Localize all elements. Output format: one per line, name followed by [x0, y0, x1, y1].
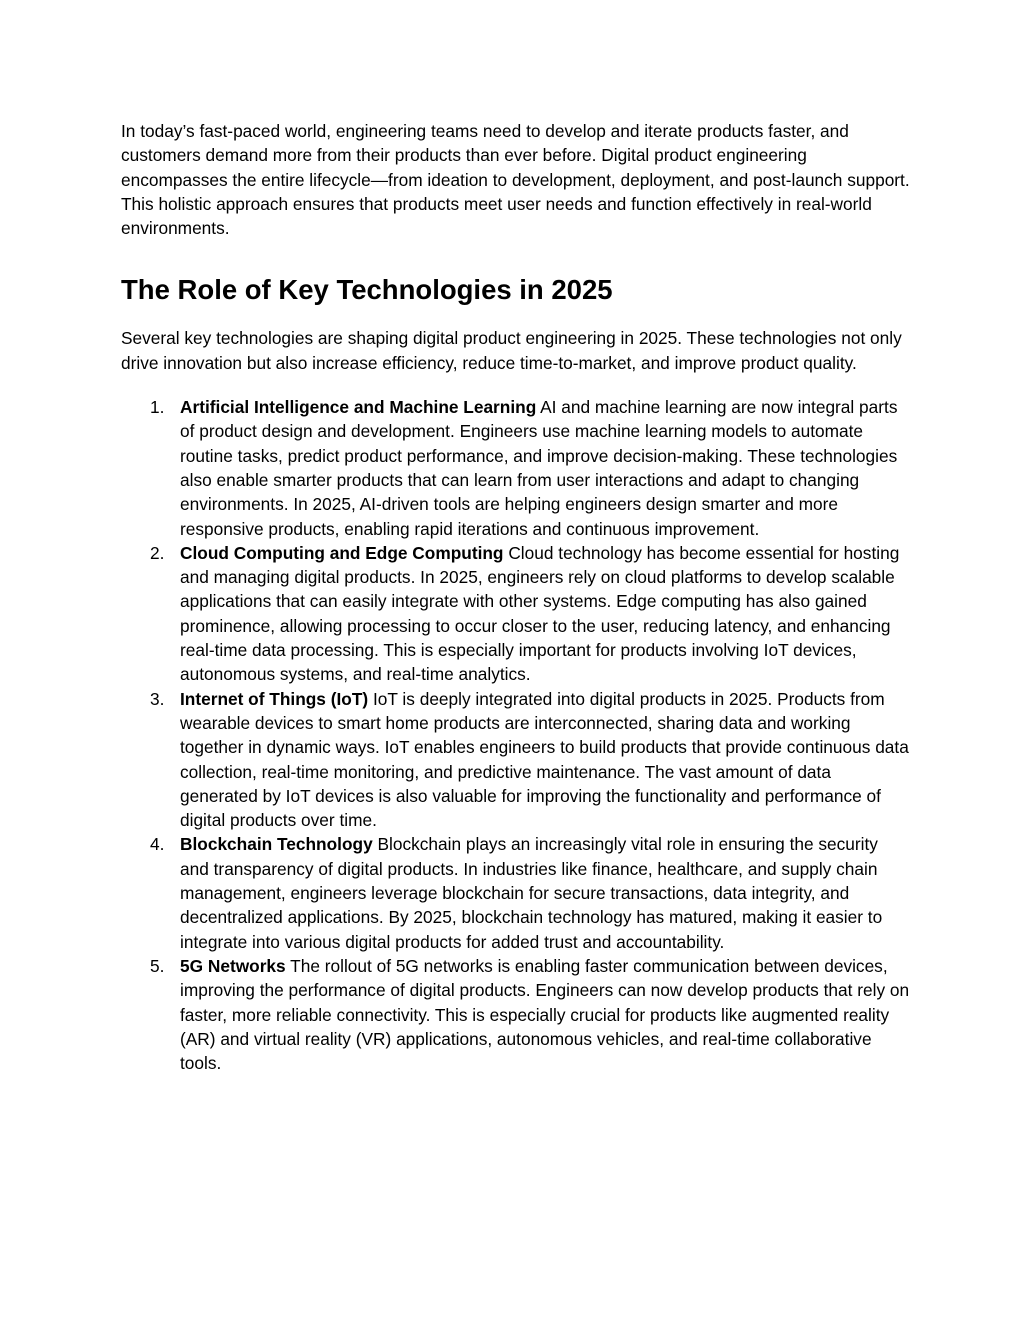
list-item-number: 3.: [150, 688, 165, 709]
list-item-body: The rollout of 5G networks is enabling faster communication between devices, improving the performance of digital products. Engineers can now develop products that rely on faster, more reliable connectivity. This is especially crucial for products like augmented reality (AR) and virtual reality (VR) applications, autonomous vehicles, and real-time collaborative tools.: [180, 955, 910, 1074]
list-item-number: 5.: [150, 955, 165, 976]
section-lead-paragraph: Several key technologies are shaping digital product engineering in 2025. These technologies not only drive innovation but also increase efficiency, reduce time-to-market, and improve product quality.: [121, 328, 902, 373]
list-item-body: AI and machine learning are now integral parts of product design and development. Engineers use machine learning models to automate routine tasks, predict product performance, and improve decision-making. These technologies also enable smarter products that can learn from user interactions and adapt to changing environments. In 2025, AI-driven tools are helping engineers design smarter and more responsive products, enabling rapid iterations and continuous improvement.: [180, 397, 898, 539]
list-item-title: Blockchain Technology: [180, 834, 373, 855]
list-item-title: Cloud Computing and Edge Computing: [180, 542, 504, 563]
list-item-number: 2.: [150, 542, 165, 563]
list-item-title: 5G Networks: [180, 955, 286, 976]
list-item: [121, 832, 911, 953]
section-heading: The Role of Key Technologies in 2025: [121, 274, 613, 306]
document-page: [121, 119, 911, 1075]
list-item: [121, 687, 911, 833]
list-item-number: 4.: [150, 834, 165, 855]
list-item-title: Artificial Intelligence and Machine Learning: [180, 397, 537, 418]
technology-list: [121, 395, 911, 1075]
intro-paragraph: In today’s fast-paced world, engineering teams need to develop and iterate products faster, and customers demand more from their products than ever before. Digital product engineering encompasses the entire lifecycle—from ideation to development, deployment, and post-launch support. This holistic approach ensures that products meet user needs and function effectively in real-world environments.: [121, 121, 910, 239]
list-item-number: 1.: [150, 397, 165, 418]
list-item-body: IoT is deeply integrated into digital products in 2025. Products from wearable devices to smart home products are interconnected, sharing data and working together in dynamic ways. IoT enables engineers to build products that provide continuous data collection, real-time monitoring, and predictive maintenance. The vast amount of data generated by IoT devices is also valuable for improving the functionality and performance of digital products over time.: [180, 688, 909, 831]
list-item-title: Internet of Things (IoT): [180, 688, 369, 709]
list-item-body: Cloud technology has become essential for hosting and managing digital products. In 2025, engineers rely on cloud platforms to develop scalable applications that can easily integrate with other systems. Edge computing has also gained prominence, allowing processing to occur closer to the user, reducing latency, and enhancing real-time data processing. This is especially important for products involving IoT devices, autonomous systems, and real-time analytics.: [180, 542, 900, 685]
list-item: [121, 395, 911, 541]
list-item-body: Blockchain plays an increasingly vital role in ensuring the security and transparency of digital products. In industries like finance, healthcare, and supply chain management, engineers leverage blockchain for secure transactions, data integrity, and decentralized applications. By 2025, blockchain technology has matured, making it easier to integrate into various digital products for added trust and accountability.: [180, 834, 883, 952]
list-item: [121, 541, 911, 687]
list-item: [121, 954, 911, 1075]
